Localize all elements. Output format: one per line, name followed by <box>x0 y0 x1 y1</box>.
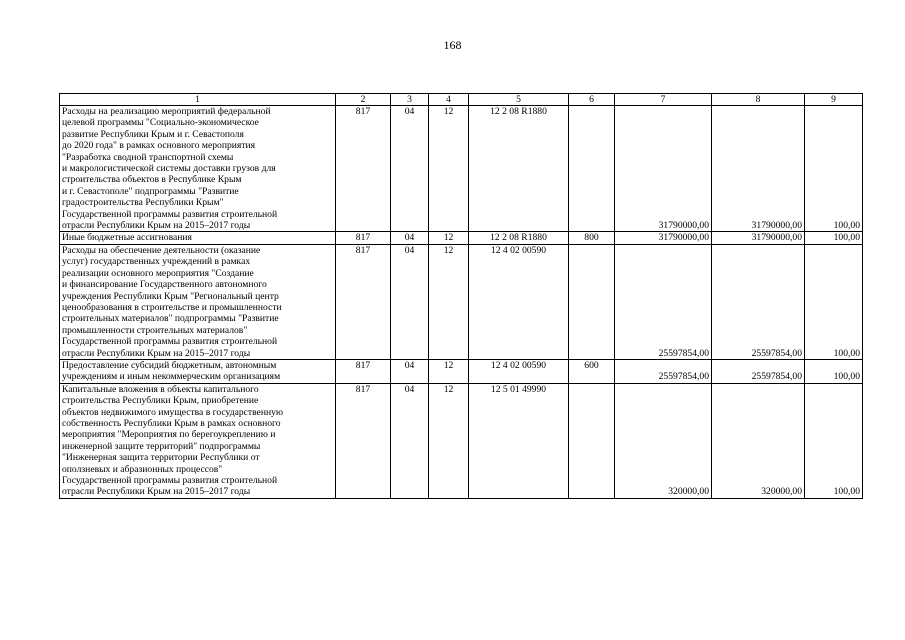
subsection-cell: 12 <box>429 106 469 232</box>
actual-amount-cell: 31790000,00 <box>712 232 805 244</box>
section-cell: 04 <box>391 244 429 359</box>
column-header: 5 <box>469 94 569 106</box>
row-name-text: Иные бюджетные ассигнования <box>62 232 192 244</box>
subsection-cell: 12 <box>429 232 469 244</box>
actual-amount-cell: 25597854,00 <box>712 359 805 383</box>
plan-amount-cell: 25597854,00 <box>615 359 712 383</box>
expense-type-cell <box>569 106 615 232</box>
subsection-cell: 12 <box>429 244 469 359</box>
row-name-text: Капитальные вложения в объекты капитального строительства Республики Крым, приобретение объектов недвижимого имущества в государственную собственность Республики Крым в рамках основного мероприятия "Мероприятия по берегоукреплению и инженерной защите территорий" подпрограммы "Инженерная защита территории Республики от оползневых и абразионных процессов" Государственной программы развития строительной отрасли Республики Крым на 2015–2017 годы <box>62 383 284 498</box>
gr-code-cell: 817 <box>336 106 391 232</box>
table-row <box>60 383 863 498</box>
table-row <box>60 244 863 359</box>
percent-cell: 100,00 <box>805 106 863 232</box>
expense-type-cell: 600 <box>569 359 615 383</box>
target-article-cell: 12 2 08 R1880 <box>469 232 569 244</box>
row-name-cell <box>60 106 336 232</box>
expense-type-cell <box>569 244 615 359</box>
expense-type-cell <box>569 383 615 498</box>
column-header: 6 <box>569 94 615 106</box>
target-article-cell: 12 4 02 00590 <box>469 359 569 383</box>
percent-cell: 100,00 <box>805 232 863 244</box>
section-cell: 04 <box>391 383 429 498</box>
row-name-text: Предоставление субсидий бюджетным, автономным учреждениям и иным некоммерческим организациям <box>62 359 281 383</box>
section-cell: 04 <box>391 359 429 383</box>
column-header: 7 <box>615 94 712 106</box>
table-row <box>60 106 863 232</box>
actual-amount-cell: 320000,00 <box>712 383 805 498</box>
gr-code-cell: 817 <box>336 383 391 498</box>
budget-table <box>59 93 863 499</box>
section-cell: 04 <box>391 106 429 232</box>
target-article-cell: 12 2 08 R1880 <box>469 106 569 232</box>
gr-code-cell: 817 <box>336 232 391 244</box>
table-row <box>60 359 863 383</box>
plan-amount-cell: 320000,00 <box>615 383 712 498</box>
column-header: 8 <box>712 94 805 106</box>
target-article-cell: 12 4 02 00590 <box>469 244 569 359</box>
page-number: 168 <box>443 38 462 52</box>
target-article-cell: 12 5 01 49990 <box>469 383 569 498</box>
row-name-cell <box>60 359 336 383</box>
actual-amount-cell: 31790000,00 <box>712 106 805 232</box>
column-header: 2 <box>336 94 391 106</box>
actual-amount-cell: 25597854,00 <box>712 244 805 359</box>
section-cell: 04 <box>391 232 429 244</box>
row-name-text: Расходы на обеспечение деятельности (оказание услуг) государственных учреждений в рамках реализации основного мероприятия "Создание и финансирование Государственного автономного учреждения Республики Крым "Региональный центр ценообразования в строительстве и промышленности строительных материалов" подпрограммы "Развитие промышленности строительных материалов" Государственной программы развития строительной отрасли Республики Крым на 2015–2017 годы <box>62 244 282 359</box>
plan-amount-cell: 31790000,00 <box>615 106 712 232</box>
row-name-cell <box>60 232 336 244</box>
expense-type-cell: 800 <box>569 232 615 244</box>
plan-amount-cell: 25597854,00 <box>615 244 712 359</box>
row-name-cell <box>60 383 336 498</box>
percent-cell: 100,00 <box>805 244 863 359</box>
subsection-cell: 12 <box>429 359 469 383</box>
column-header: 4 <box>429 94 469 106</box>
gr-code-cell: 817 <box>336 359 391 383</box>
plan-amount-cell: 31790000,00 <box>615 232 712 244</box>
table-header-row <box>60 94 863 106</box>
column-header: 3 <box>391 94 429 106</box>
row-name-cell <box>60 244 336 359</box>
percent-cell: 100,00 <box>805 383 863 498</box>
column-header: 9 <box>805 94 863 106</box>
table-row <box>60 232 863 244</box>
gr-code-cell: 817 <box>336 244 391 359</box>
row-name-text: Расходы на реализацию мероприятий федеральной целевой программы "Социально-экономическое развитие Республики Крым и г. Севастополя до 2020 года" в рамках основного мероприятия "Разработка сводной транспортной схемы и макрологистической системы доставки грузов для строительства объектов в Республике Крым и г. Севастополе" подпрограммы "Развитие градостроительства Республики Крым" Государственной программы развития строительной отрасли Республики Крым на 2015–2017 годы <box>62 106 278 232</box>
column-header: 1 <box>60 94 336 106</box>
subsection-cell: 12 <box>429 383 469 498</box>
percent-cell: 100,00 <box>805 359 863 383</box>
